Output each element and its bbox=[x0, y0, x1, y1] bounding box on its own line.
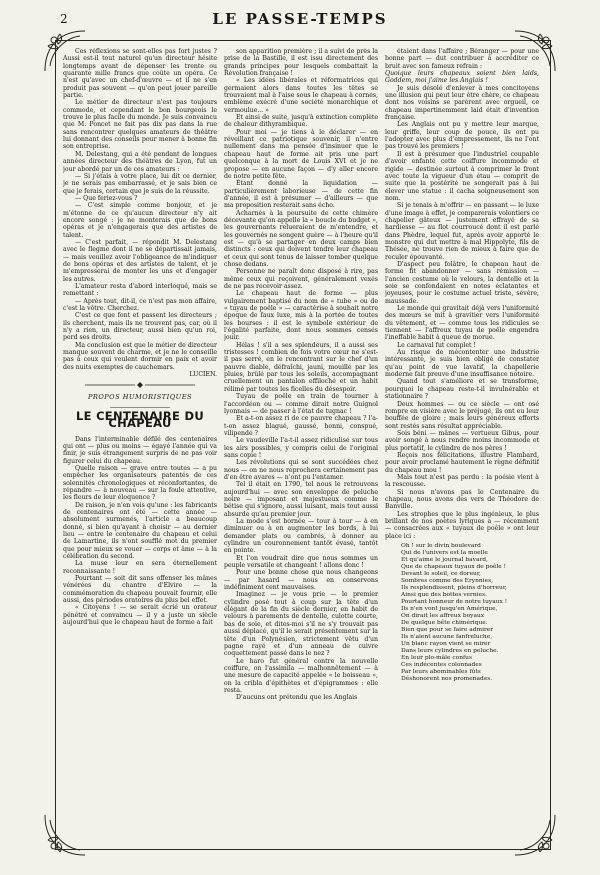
paragraph: Le chapeau haut de forme — plus vulgairement baptisé du nom de « tube » ou de « tuyau de poêle » — caractérise à souhait notre époque de faux luxe, mis à la portée de toutes les bourses : il est le symbole extérieur de l'égalité parfaite, dont nous sommes censés jouir. bbox=[224, 290, 378, 342]
poem-stanza bbox=[401, 599, 539, 627]
poem-line: Bien que pour se faire admirer bbox=[401, 627, 494, 634]
paragraph: — Si j'étais à votre place, lui dit ce dernier, je ne serais pas embarrassé, et je sais bien ce que je ferais, certain que je suis de la réussite. bbox=[63, 172, 217, 195]
poem-stanza bbox=[401, 571, 539, 599]
article-title: LE CENTENAIRE DU CHAPEAU bbox=[75, 408, 204, 431]
paragraph: Sois béni — mânes — vertueux Gibus, pour avoir songé à nous rendre moins incommode et plus portatif, le cylindre de nos pères ! bbox=[385, 429, 539, 452]
paragraph: Reçois nos félicitations, illustre Flambard, pour avoir proclamé hautement le règne définitif du chapeau mou ! bbox=[385, 451, 539, 474]
paragraph: D'aspect peu folâtre, le chapeau haut de forme fit abandonner — sans rémission — l'ancien costume où le velours, la dentelle et la soie se confondaient en notes éclatantes et joyeuses, pour le costume actuel triste, sévère, maussade. bbox=[385, 260, 539, 305]
poem-stanza bbox=[401, 543, 539, 571]
paragraph: Le vaudeville l'a-t-il assez ridiculisé sur tous les airs possibles, y compris celui de l'original sans copie ! bbox=[224, 437, 378, 459]
paragraph: Étant donné la liquidation — particulièrement laborieuse — de cette fin d'année, il est à présumer — d'ailleurs — que ma proposition resterait sans écho. bbox=[224, 180, 378, 210]
poem-line: Que de chapeaux tuyaux de poêle ! bbox=[401, 564, 507, 571]
page-number: 2 bbox=[60, 12, 68, 26]
poem-line: Ainsi que des bottes vernies. bbox=[401, 592, 487, 599]
paragraph: son apparition première ; il a suivi de près la prise de la Bastille, il est issu directement des grands principes pour lesquels combattait la Révolution française ! bbox=[224, 48, 378, 78]
paragraph: D'aucuns ont prétendu que les Anglais bbox=[236, 694, 358, 702]
paragraph: Les strophes que le plus ingénieux, le plus brillant de nos poètes lyriques a — récemment — consacrées aux « tuyaux de poêle » ont leur place ici : bbox=[385, 510, 539, 540]
paragraph: Et l'on voudrait dire que nous sommes un peuple versatile et changeant ! allons donc ! bbox=[224, 554, 378, 570]
poem-line: Déshonorent nos promenades. bbox=[401, 676, 493, 683]
paragraph: Imaginez — je vous prie — le premier cylindre posé tout à coup sur la tête d'un élégant de la fin du siècle dernier, en habit de velours à parements de dentelle, culotte courte, bas de soie, et dites-moi s'il ne s'y trouvait pas aussi déplacé, qu'il le serait présentement sur la tête d'un Polynésien, strictement vêtu d'un pagne rayé et d'un anneau de cuivre coquettement passé dans le nez ? bbox=[224, 591, 378, 658]
paragraph: Deux hommes — ou ce siècle — ont osé rompre en visière avec le préjugé, ils ont eu leur bouffée de gloire ; mais leurs généreux efforts sont restés sans résultat appréciable. bbox=[385, 400, 539, 430]
paragraph: Le carnaval fut complet ! bbox=[397, 341, 476, 349]
paragraph: — Que feriez-vous ? bbox=[75, 194, 138, 202]
poem-line: Ils resplendissent, pleins d'horreur, bbox=[401, 585, 507, 592]
paragraph: Quand tout s'améliore et se transforme, pourquoi le chapeau reste-t-il invulnérable et stationnaire ? bbox=[385, 378, 539, 401]
paragraph: — C'est parfait, — répondit M. Delestang avec le flegme dont il ne se départissait jamais, — mais veuillez avoir l'obligeance de m'indiquer de bons opéras et des artistes de talent, et je m'empresserai de monter les uns et d'engager les autres. bbox=[63, 238, 217, 283]
poem-line: De quelque bête chimérique. bbox=[401, 620, 488, 627]
paragraph: Je suis désolé d'enlever à mes concitoyens une illusion qui peut leur être chère, ce chapeau dont nos voisins se parèrent avec orgueil, ce chapeau impertinemment laid était d'invention française. bbox=[385, 84, 539, 122]
paragraph: Dans l'interminable défilé des centenaires qui ont — plus ou moins — égayé l'année qui va finir, je suis étrangement surpris de ne pas voir figurer celui du chapeau. bbox=[63, 435, 217, 465]
paragraph: Personne ne paraît donc disposé à rire, pas même ceux qui reçoivent, généralement vexés de ne pas recevoir assez. bbox=[224, 268, 378, 290]
poem-line: Oh ! sur le divin boulevard bbox=[401, 543, 481, 550]
paragraph: Quelle raison — grave entre toutes — a pu empêcher les organisateurs patentés de ces solennités chronologiques et réconfortantes, de répandre — à nouveau — sur la foule attentive, les fleurs de leur éloquence ? bbox=[63, 464, 217, 502]
paragraph: Le haro fut général contre la nouvelle coiffure, on l'assimila — malhonnêtement — à une mesure de capacité appelée « le boisseau », on la cribla d'épithètes et d'épigrammes : elle resta. bbox=[224, 657, 378, 694]
paragraph: Ma conclusion est que le métier de directeur manque souvent de charme, et je ne le conseille pas à ceux qui veulent dormir en paix et avoir des nuits exemptes de cauchemars. bbox=[63, 341, 217, 371]
poem-line: Dans leurs cylindres en peluche. bbox=[401, 648, 499, 655]
paragraph: Pour moi — je tiens à le déclarer — en réveillant ce patriotique souvenir, il n'entre nullement dans ma pensée d'insinuer que le chapeau haut de forme ait pris une part quelconque à la mort de Louis XVI et je ne propose — en aucune façon — d'y aller encore de notre petite fête. bbox=[224, 128, 378, 180]
paragraph: Il est à présumer que l'industriel coupable d'avoir enfanté cette coiffure incommode et rigide — destinée surtout à comprimer le front avec toute la vigueur d'un étau — comprit de suite que la postérité ne songerait pas à lui élever une statue : il cacha soigneusement son nom. bbox=[385, 150, 539, 202]
paragraph: Au risque de mécontenter une industrie intéressante, je suis bien obligé de constater qu'au point de vue lavatif, la chapellerie moderne fait preuve d'une insuffisance notoire. bbox=[385, 349, 539, 379]
poem-line: Et qu'aime le journal bavard, bbox=[401, 557, 488, 564]
paragraph: L'amateur resta d'abord interloqué, mais se remettant : bbox=[63, 283, 217, 298]
song-quote: Quoique leurs chapeaux soient bien laids, Goddem, moi j'aime les Anglais ! bbox=[385, 70, 539, 85]
paragraph: Hélas ! s'il a ses splendeurs, il a aussi ses tristesses ! combien de fois votre cœur ne s'est-il pas serré, en le rencontrant sur le chef d'un pauvre diable, défraîchi, jauni, mouillé par les pluies, brûlé par tous les soleils, accompagnant cruellement un pantalon effiloché et un habit rélimé par toutes les ficelles du désespoir. bbox=[224, 341, 378, 393]
poem-line: On dirait les affreux boyaux bbox=[401, 613, 485, 620]
paragraph: C'est ce que font et passent les directeurs ; ils cherchent, mais ils ne trouvent pas, car, où il n'y a rien, un directeur, aussi bien qu'un roi, perd ses droits. bbox=[63, 312, 217, 342]
paragraph: — C'est simple comme bonjour, et je m'étonne de ce qu'aucun directeur n'y ait encore songé : je ne monterais que de bons opéras et je n'engagerais que des artistes de talent. bbox=[63, 202, 217, 239]
paragraph: Les révolutions qui se sont succédées chez nous — on ne nous reprochera certainement pas d'en être avares — n'ont pu l'entamer. bbox=[224, 459, 378, 481]
column-1 bbox=[63, 48, 217, 843]
paragraph: Et a-t-on assez ri de ce pauvre chapeau ? l'a-t-on assez blagué, gaussé, honni, conspué, vilipendé ? bbox=[224, 415, 378, 437]
poem-stanza bbox=[401, 627, 539, 655]
poem-line: Ils n'aient aucune fanfreluche, bbox=[401, 634, 493, 641]
paragraph: Tel il était en 1790, tel nous le retrouvons aujourd'hui — avec son enveloppe de peluche noire — imposant et majestueux comme le bêtise qui s'ignore, aussi luisant, mais tout aussi absurde qu'au premier jour. bbox=[224, 481, 378, 518]
paragraph: M. Delestang, qui a été pendant de longues années directeur des théâtres de Lyon, fut un jour abordé par un de ces amateurs : bbox=[63, 150, 217, 173]
paragraph: Les Anglais ont pu y mettre leur marque, leur griffe, leur coup de pouce, ils ont pu l'adopter avec plus d'empressement, ils ne l'ont pas trouvé les premiers ! bbox=[385, 121, 539, 151]
poem-line: En leur plo-mâle confus bbox=[401, 655, 472, 662]
paragraph: Acharnés à la poursuite de cette chimère décevante qu'on appelle la « boucle du budget », les gouvernants relueraient de m'entendre, et les gouvernés ne songent guère — à l'heure qu'il est — qu'à se partager en deux camps bien distincts : ceux qui doivent tendre leur chapeau et ceux qui sont tenus de laisser tomber quelque chose dedans. bbox=[224, 209, 378, 268]
article-signature: LUCIEN. bbox=[189, 371, 217, 379]
poem-line: Pourtant honneur de notre tuyaux ! bbox=[401, 599, 508, 606]
paragraph: Mais tout n'est pas perdu : la poésie vient à la rescousse. bbox=[385, 473, 539, 489]
column-2 bbox=[224, 48, 378, 843]
paragraph: Ces réflexions se sont-elles pas fort justes ? Aussi est-il tout naturel qu'un directeur hésite longtemps avant de dépenser les trente ou quarante mille francs que coûte un opéra. Ce n'est qu'avec un chef-d'œuvre — et il ne s'en produit pas souvent — qu'on peut jouer pareille partie. bbox=[63, 48, 217, 100]
poem-line: Qui de l'univers est la moelle bbox=[401, 550, 488, 557]
section-label: PROPOS HUMORISTIQUES bbox=[87, 393, 193, 402]
poem-stanza bbox=[401, 655, 539, 683]
poem-line: Un blanc rayon vient se mirer bbox=[401, 641, 491, 648]
paragraph: Le métier de directeur n'est pas toujours commode, et cependant le bon bourgeois le trouve le plus facile du monde. Je suis convaincu que M. Poncet ne fait pas dix pas dans la rue sans rencontrer quelques amateurs de théâtre lui donnant des conseils pour mener à bonne fin son entreprise. bbox=[63, 99, 217, 151]
paragraph: « Les idées libérales et réformatrices qui germaient alors dans toutes les têtes se trouvaient mal à l'aise sous le chapeau à cornes, emblème exécré d'une société monarchique et vermoulue... » bbox=[224, 77, 378, 114]
paragraph: « Citoyens ! — se serait écrié un orateur pénétré et convaincu — il y a juste un siècle aujourd'hui que le chapeau haut de forme a fait bbox=[63, 604, 217, 627]
paragraph: La muse leur en sera éternellement reconnaissante ! bbox=[63, 560, 217, 575]
paragraph: Pour une bonne chose que nous changeons — par hasard — nous en conservons indéfiniment cent mauvaises. bbox=[224, 569, 378, 592]
paragraph: Le monde qui gravitait déjà vers l'uniformité des mœurs se mit à gravitier vers l'uniformité du vêtement, et — comme tous les ridicules se tiennent — l'affreux tuyau de poêle engendra l'ineffable habit à queue de morue. bbox=[385, 305, 539, 342]
poem-line: Par leurs abominables fûts bbox=[401, 669, 481, 676]
paragraph: étaient dans l'affaire ; Béranger — pour une bonne part — dut contribuer à accréditer ce bruit avec son fameux refrain : bbox=[385, 48, 539, 70]
section-divider bbox=[85, 382, 195, 388]
paragraph: — Après tout, dit-il, ce n'est pas mon affaire, c'est la vôtre. Cherchez. bbox=[63, 297, 217, 313]
poem-line: Ils n'en vont jusqu'en Amérique, bbox=[401, 606, 498, 613]
column-3 bbox=[385, 48, 539, 843]
paragraph: Pourtant — soit dit sans offenser les mânes vénérées du chantre d'Elvire — la commémoration du chapeau pouvait fournir, elle aussi, des périodes oratoires du plus bel effet. bbox=[63, 575, 217, 605]
paragraph: Si nous n'avons pas le Centenaire du chapeau, nous avons des vers de Théodore de Banville. bbox=[385, 488, 539, 511]
poem-line: Sombres comme des Erynnies, bbox=[401, 578, 493, 585]
poem bbox=[401, 543, 539, 683]
poem-line: Ces indécentes colonnades bbox=[401, 662, 482, 669]
paragraph: Si je tenais à m'offrir — en passant — le luxe d'une image à effet, je comparerais volontiers ce chapelier gâteux — justement effrayé de sa hardiesse — au flot courroucé dont il est parlé dans Phèdre, lequel fut, après avoir apporté le monstre qui dut mettre à mal Hippolyte, fils de Thésée, ne trouve rien de mieux à faire que de reculer épouvanté. bbox=[385, 202, 539, 261]
poem-line: Devant le soleil, ce doreur, bbox=[401, 571, 481, 578]
page-header bbox=[60, 8, 540, 30]
paragraph: De raison, je n'en vois qu'une : les fabricants de centenaires ont été — cette année — absolument surmenés, l'article a beaucoup donné, si bien qu'ayant à choisir — au dernier lieu — entre le centenaire du chapeau et celui de Lamartine, ils n'ont soufflé mot du premier que pour mieux se vouer — corps et âme — à la célébration du second. bbox=[63, 501, 217, 560]
paragraph: Et ainsi de suite, jusqu'à extinction complète de chaleur dithyrambique. bbox=[224, 114, 378, 129]
paragraph: Tuyau de poêle en train de tourner à l'accordéon ou — comme dirait notre Guignol lyonnais — de passer à l'état de tugnac ! bbox=[224, 393, 378, 415]
paragraph: La mode s'est bornée — tour à tour — à en diminuer ou à en augmenter les bords, à lui demander plats ou cambrés, à donner au cylindre un couronnement tantôt évasé, tantôt en pointe. bbox=[224, 518, 378, 555]
masthead-title: LE PASSE-TEMPS bbox=[212, 10, 388, 28]
